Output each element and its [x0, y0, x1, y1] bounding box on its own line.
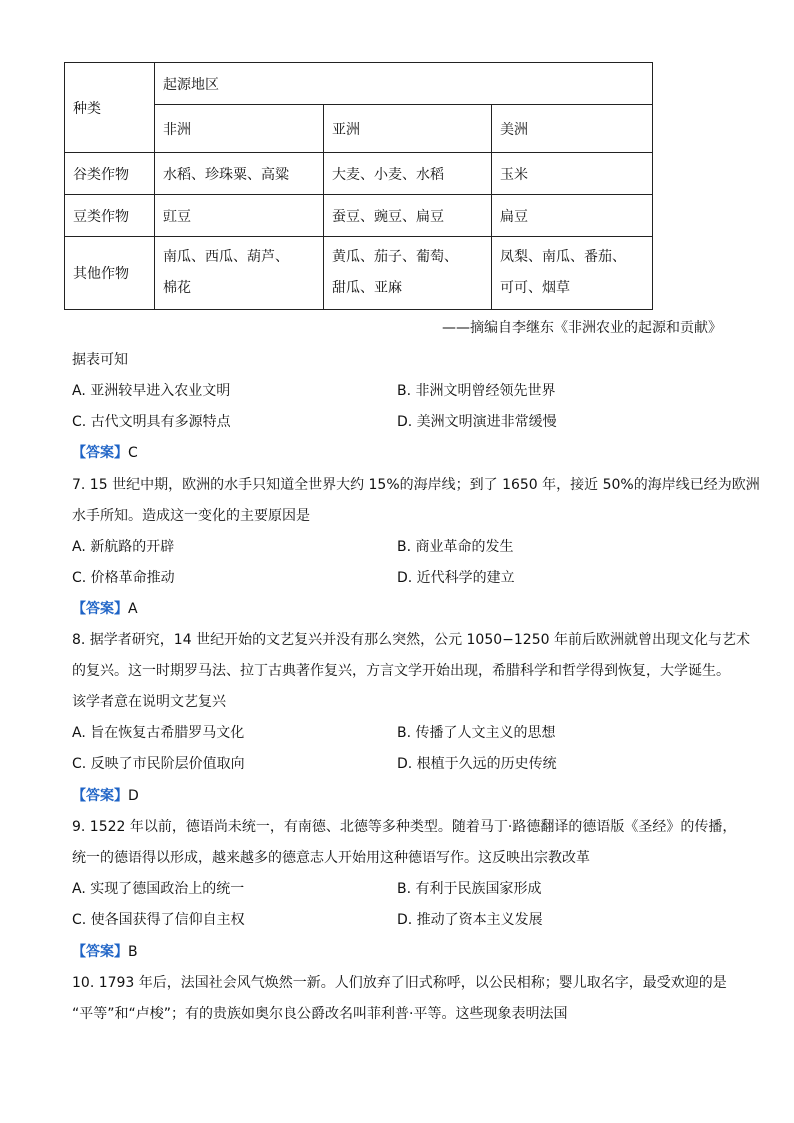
- q6-stem: 据表可知: [72, 352, 128, 368]
- table-cell: 水稻、珍珠粟、高粱: [155, 153, 324, 195]
- q9-stem-line1: 9. 1522 年以前，德语尚未统一，有南德、北德等多种类型。随着马丁·路德翻译的德语版《圣经》的传播，: [72, 819, 737, 835]
- cell-line: 可可、烟草: [500, 280, 570, 296]
- q10-stem-line1: 10. 1793 年后，法国社会风气焕然一新。人们放弃了旧式称呼，以公民相称；婴儿取名字，最受欢迎的是: [72, 975, 727, 991]
- answer-tag: 【答案】: [72, 788, 128, 804]
- q7-answer: [72, 598, 138, 618]
- row-label: 谷类作物: [65, 153, 155, 195]
- cell-line: 黄瓜、茄子、葡萄、: [332, 249, 458, 265]
- q8-option-b: B. 传播了人文主义的思想: [397, 725, 556, 741]
- table-cell: [324, 237, 492, 310]
- q6-option-d: D. 美洲文明演进非常缓慢: [397, 414, 557, 430]
- q10-stem-line2: “平等”和“卢梭”；有的贵族如奥尔良公爵改名叫菲利普·平等。这些现象表明法国: [72, 1006, 568, 1022]
- answer-tag: 【答案】: [72, 601, 128, 617]
- table-cell: 扁豆: [492, 195, 653, 237]
- answer-value: D: [128, 788, 139, 804]
- row-label: 豆类作物: [65, 195, 155, 237]
- q7-option-a: A. 新航路的开辟: [72, 539, 175, 555]
- answer-value: A: [128, 601, 138, 617]
- crop-origin-table: [64, 62, 653, 310]
- q8-stem-line1: 8. 据学者研究，14 世纪开始的文艺复兴并没有那么突然，公元 1050−1250 年前后欧洲就曾出现文化与艺术: [72, 632, 750, 648]
- q7-stem-line2: 水手所知。造成这一变化的主要原因是: [72, 508, 310, 524]
- q9-option-c: C. 使各国获得了信仰自主权: [72, 912, 245, 928]
- cell-line: 甜瓜、亚麻: [332, 280, 402, 296]
- q9-answer: [72, 941, 138, 961]
- cell-line: 凤梨、南瓜、番茄、: [500, 249, 626, 265]
- q8-stem-line2: 的复兴。这一时期罗马法、拉丁古典著作复兴，方言文学开始出现，希腊科学和哲学得到恢复，大学诞生。: [72, 663, 730, 679]
- q6-option-a: A. 亚洲较早进入农业文明: [72, 383, 231, 399]
- q7-option-b: B. 商业革命的发生: [397, 539, 514, 555]
- table-row: [65, 195, 653, 237]
- table-cell: 豇豆: [155, 195, 324, 237]
- table-cell: 玉米: [492, 153, 653, 195]
- q6-answer: [72, 442, 138, 462]
- q6-option-c: C. 古代文明具有多源特点: [72, 414, 231, 430]
- q9-option-d: D. 推动了资本主义发展: [397, 912, 543, 928]
- table-source: ——摘编自李继东《非洲农业的起源和贡献》: [442, 320, 722, 336]
- header-type: 种类: [65, 63, 155, 153]
- row-label: 其他作物: [65, 237, 155, 310]
- table-cell: 蚕豆、豌豆、扁豆: [324, 195, 492, 237]
- q8-option-c: C. 反映了市民阶层价值取向: [72, 756, 245, 772]
- cell-line: 棉花: [163, 280, 191, 296]
- header-asia: 亚洲: [324, 105, 492, 153]
- table-cell: [155, 237, 324, 310]
- q9-option-b: B. 有利于民族国家形成: [397, 881, 542, 897]
- header-america: 美洲: [492, 105, 653, 153]
- q9-stem-line2: 统一的德语得以形成，越来越多的德意志人开始用这种德语写作。这反映出宗教改革: [72, 850, 590, 866]
- q9-option-a: A. 实现了德国政治上的统一: [72, 881, 245, 897]
- q6-option-b: B. 非洲文明曾经领先世界: [397, 383, 556, 399]
- q7-option-d: D. 近代科学的建立: [397, 570, 515, 586]
- q8-option-a: A. 旨在恢复古希腊罗马文化: [72, 725, 245, 741]
- answer-tag: 【答案】: [72, 445, 128, 461]
- table-row: [65, 153, 653, 195]
- q8-stem-line3: 该学者意在说明文艺复兴: [72, 694, 226, 710]
- answer-value: C: [128, 445, 138, 461]
- cell-line: 南瓜、西瓜、葫芦、: [163, 249, 289, 265]
- answer-value: B: [128, 944, 138, 960]
- table-cell: 大麦、小麦、水稻: [324, 153, 492, 195]
- table-cell: [492, 237, 653, 310]
- q8-option-d: D. 根植于久远的历史传统: [397, 756, 557, 772]
- q7-option-c: C. 价格革命推动: [72, 570, 175, 586]
- table-row: [65, 237, 653, 310]
- q8-answer: [72, 785, 139, 805]
- header-origin: 起源地区: [155, 63, 653, 105]
- q7-stem-line1: 7. 15 世纪中期，欧洲的水手只知道全世界大约 15%的海岸线；到了 1650 年，接近 50%的海岸线已经为欧洲: [72, 477, 760, 493]
- header-africa: 非洲: [155, 105, 324, 153]
- answer-tag: 【答案】: [72, 944, 128, 960]
